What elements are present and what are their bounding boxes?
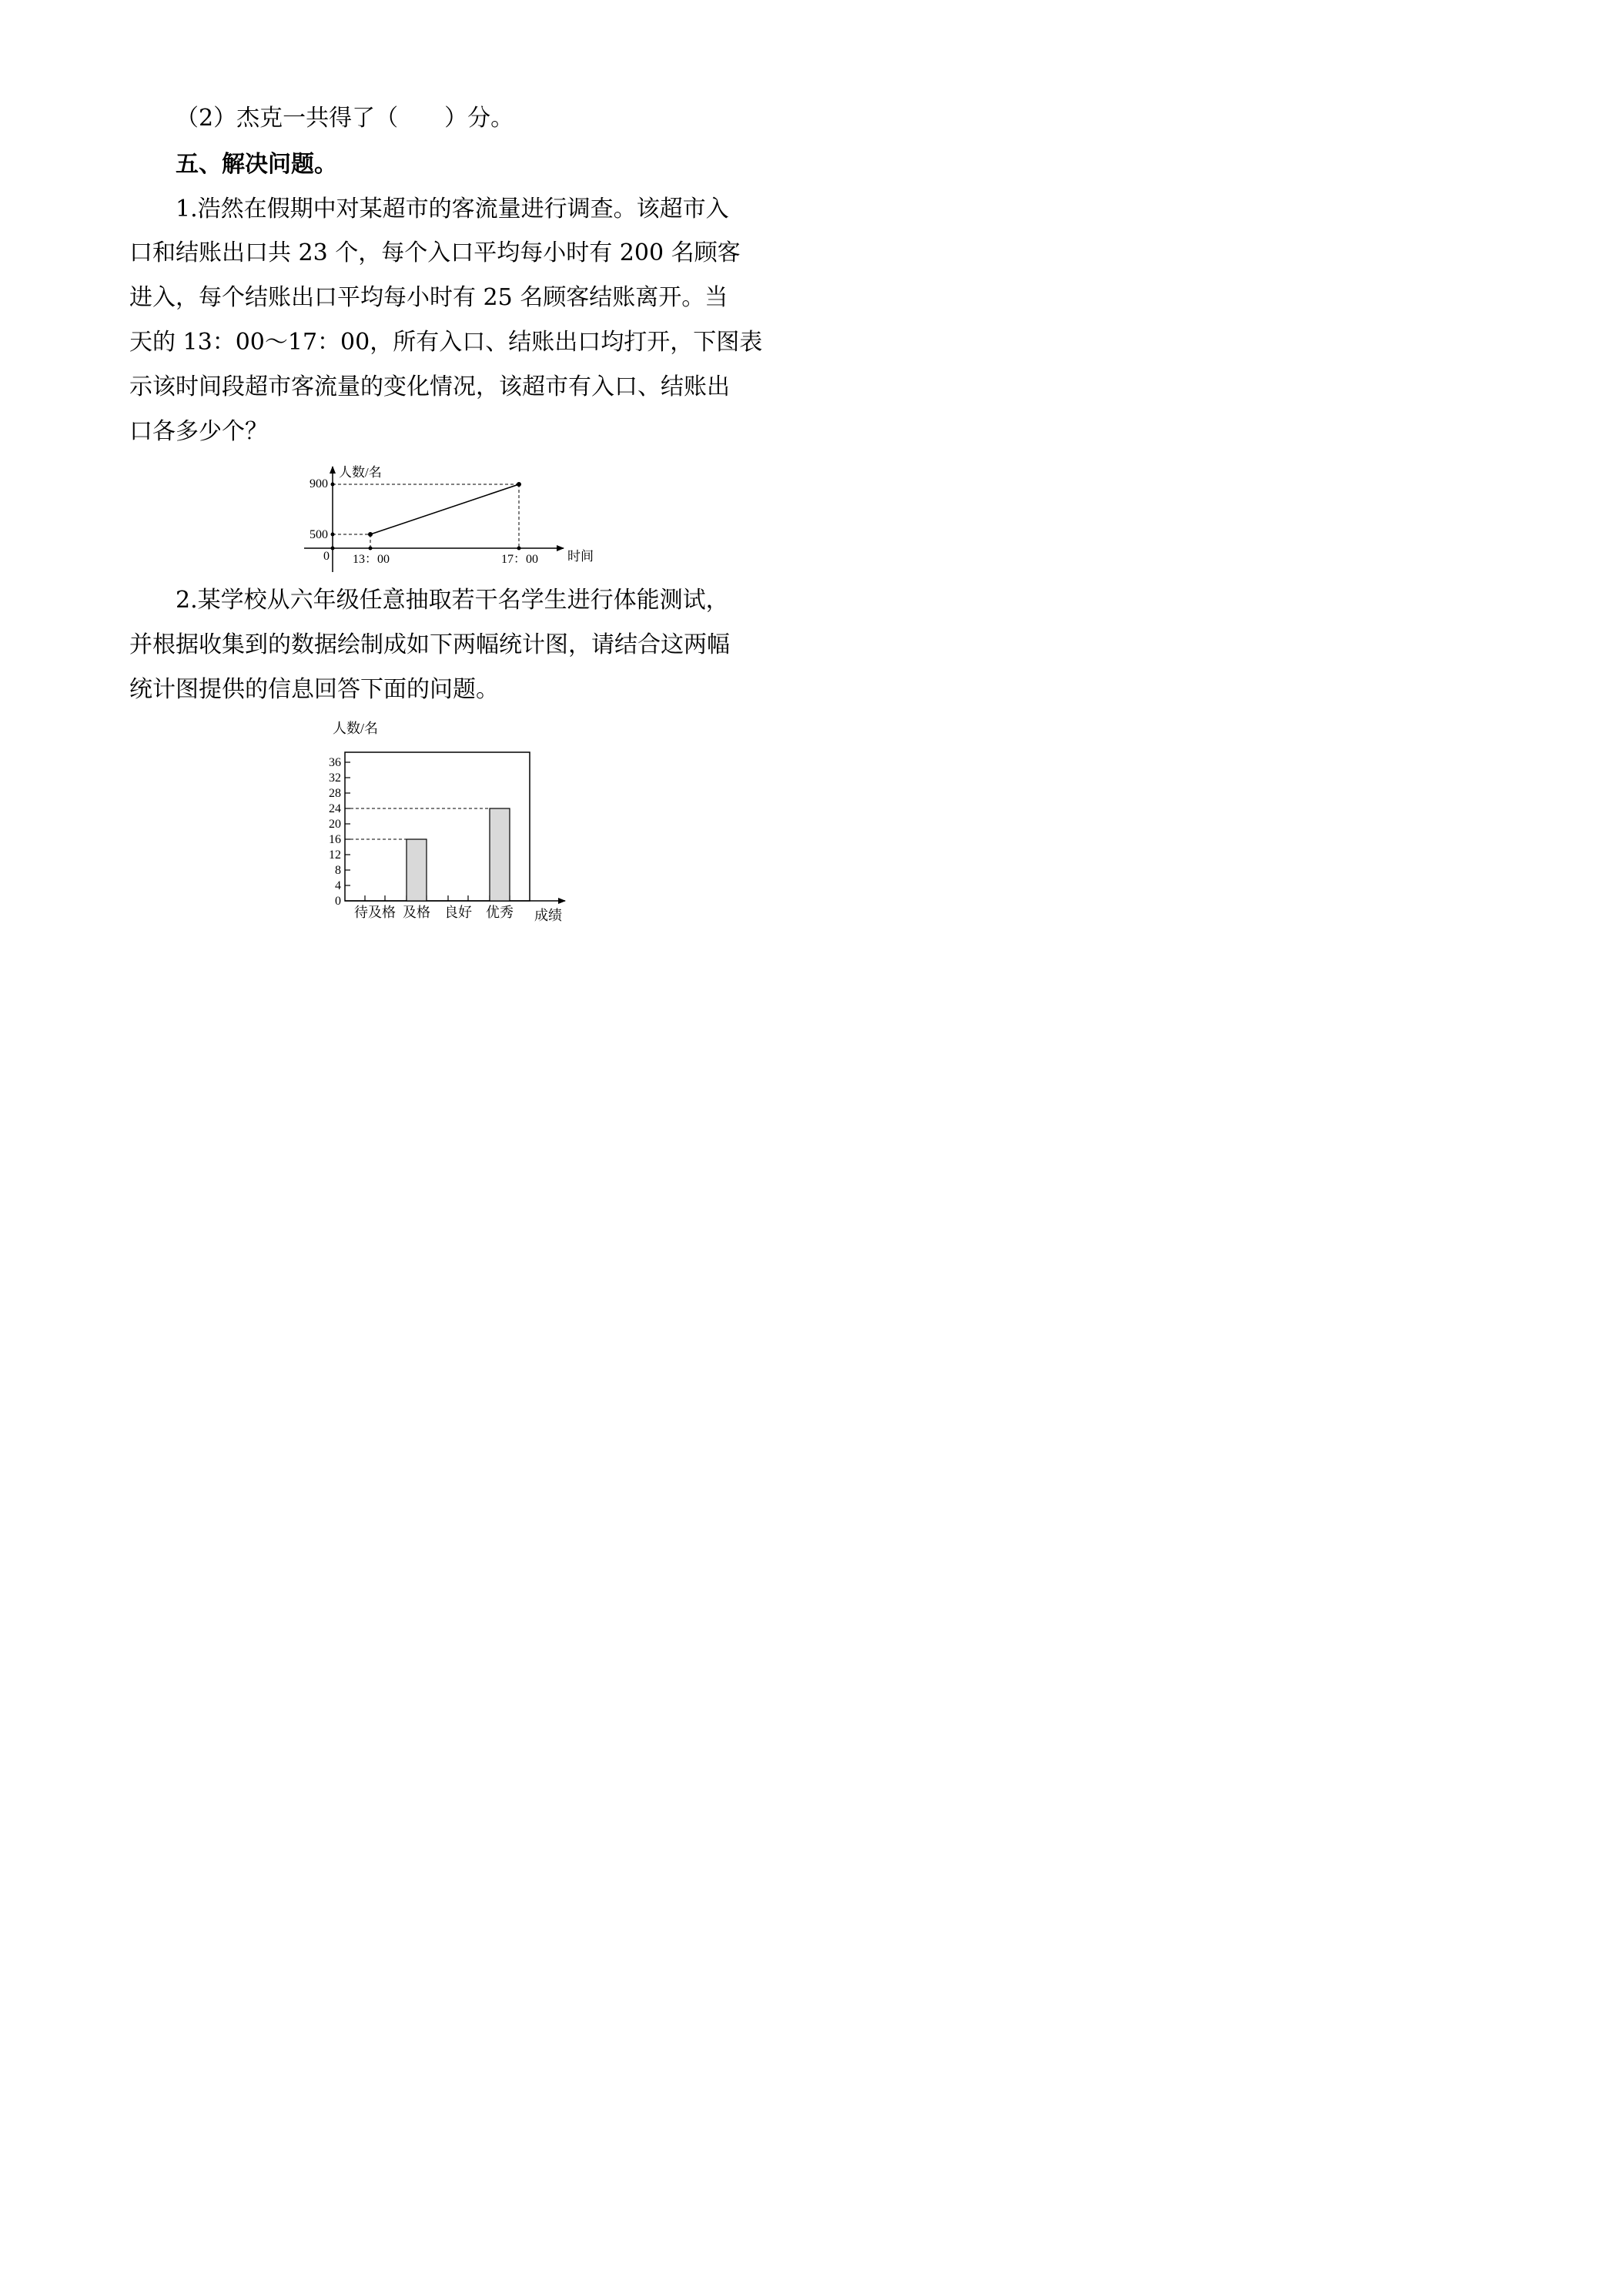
problem1-line-1: 1.浩然在假期中对某超市的客流量进行调查。该超市入: [176, 196, 729, 223]
data-point-1700: [517, 482, 521, 487]
problem1-line-5: 示该时间段超市客流量的变化情况，该超市有入口、结账出: [129, 373, 730, 400]
problem1-line-4: 天的 13：00～17：00，所有入口、结账出口均打开，下图表: [129, 329, 763, 356]
problem1-line-3: 进入，每个结账出口平均每小时有 25 名顾客结账离开。当: [129, 284, 728, 311]
origin-point: [331, 547, 335, 551]
problem1-line-2: 口和结账出口共 23 个，每个入口平均每小时有 200 名顾客: [129, 239, 741, 266]
problem2-line-1: 2.某学校从六年级任意抽取若干名学生进行体能测试，: [176, 587, 729, 614]
y-tick-label-8: 8: [335, 864, 341, 877]
y-axis-label: 人数/名: [333, 721, 379, 736]
bar-3: [490, 808, 510, 901]
y-tick-label-4: 4: [335, 879, 341, 892]
category-label-2: 良好: [444, 905, 472, 920]
y-tick-label-12: 12: [329, 848, 341, 862]
category-label-3: 优秀: [486, 905, 514, 920]
category-label-1: 及格: [403, 905, 430, 920]
y-tick-point-500: [331, 533, 335, 537]
data-point-1300: [368, 532, 373, 537]
flow-line: [370, 484, 519, 534]
x-axis-label: 时间: [567, 549, 594, 564]
x-tick-label-1300: 13：00: [352, 553, 390, 566]
y-tick-label-24: 24: [329, 802, 341, 815]
question-2-line: （2）杰克一共得了（ ）分。: [176, 105, 514, 132]
x-tick-point-1700: [517, 547, 521, 551]
problem2-line-2: 并根据收集到的数据绘制成如下两幅统计图，请结合这两幅: [129, 631, 730, 658]
y-tick-label-20: 20: [329, 818, 341, 831]
y-tick-label-0: 0: [335, 895, 341, 908]
customer-flow-chart: [0, 460, 853, 576]
x-tick-point-1300: [369, 547, 373, 551]
y-axis-label: 人数/名: [339, 465, 382, 480]
y-tick-label-32: 32: [329, 771, 341, 785]
x-tick-label-1700: 17：00: [500, 553, 539, 566]
y-tick-label-36: 36: [329, 756, 341, 769]
y-tick-label-28: 28: [329, 787, 341, 800]
x-axis-label: 成绩: [534, 908, 562, 923]
problem1-line-6: 口各多少个？: [129, 418, 268, 445]
section-title: 五、解决问题。: [176, 151, 337, 178]
problem2-line-3: 统计图提供的信息回答下面的问题。: [129, 676, 499, 703]
y-tick-label-16: 16: [329, 833, 341, 846]
fitness-bar-chart: [0, 715, 853, 926]
y-tick-label-500: 500: [310, 528, 328, 541]
bar-1: [407, 839, 427, 901]
category-label-0: 待及格: [354, 905, 396, 920]
y-tick-point-900: [331, 483, 335, 487]
origin-label: 0: [323, 550, 330, 563]
y-tick-label-900: 900: [310, 477, 328, 490]
